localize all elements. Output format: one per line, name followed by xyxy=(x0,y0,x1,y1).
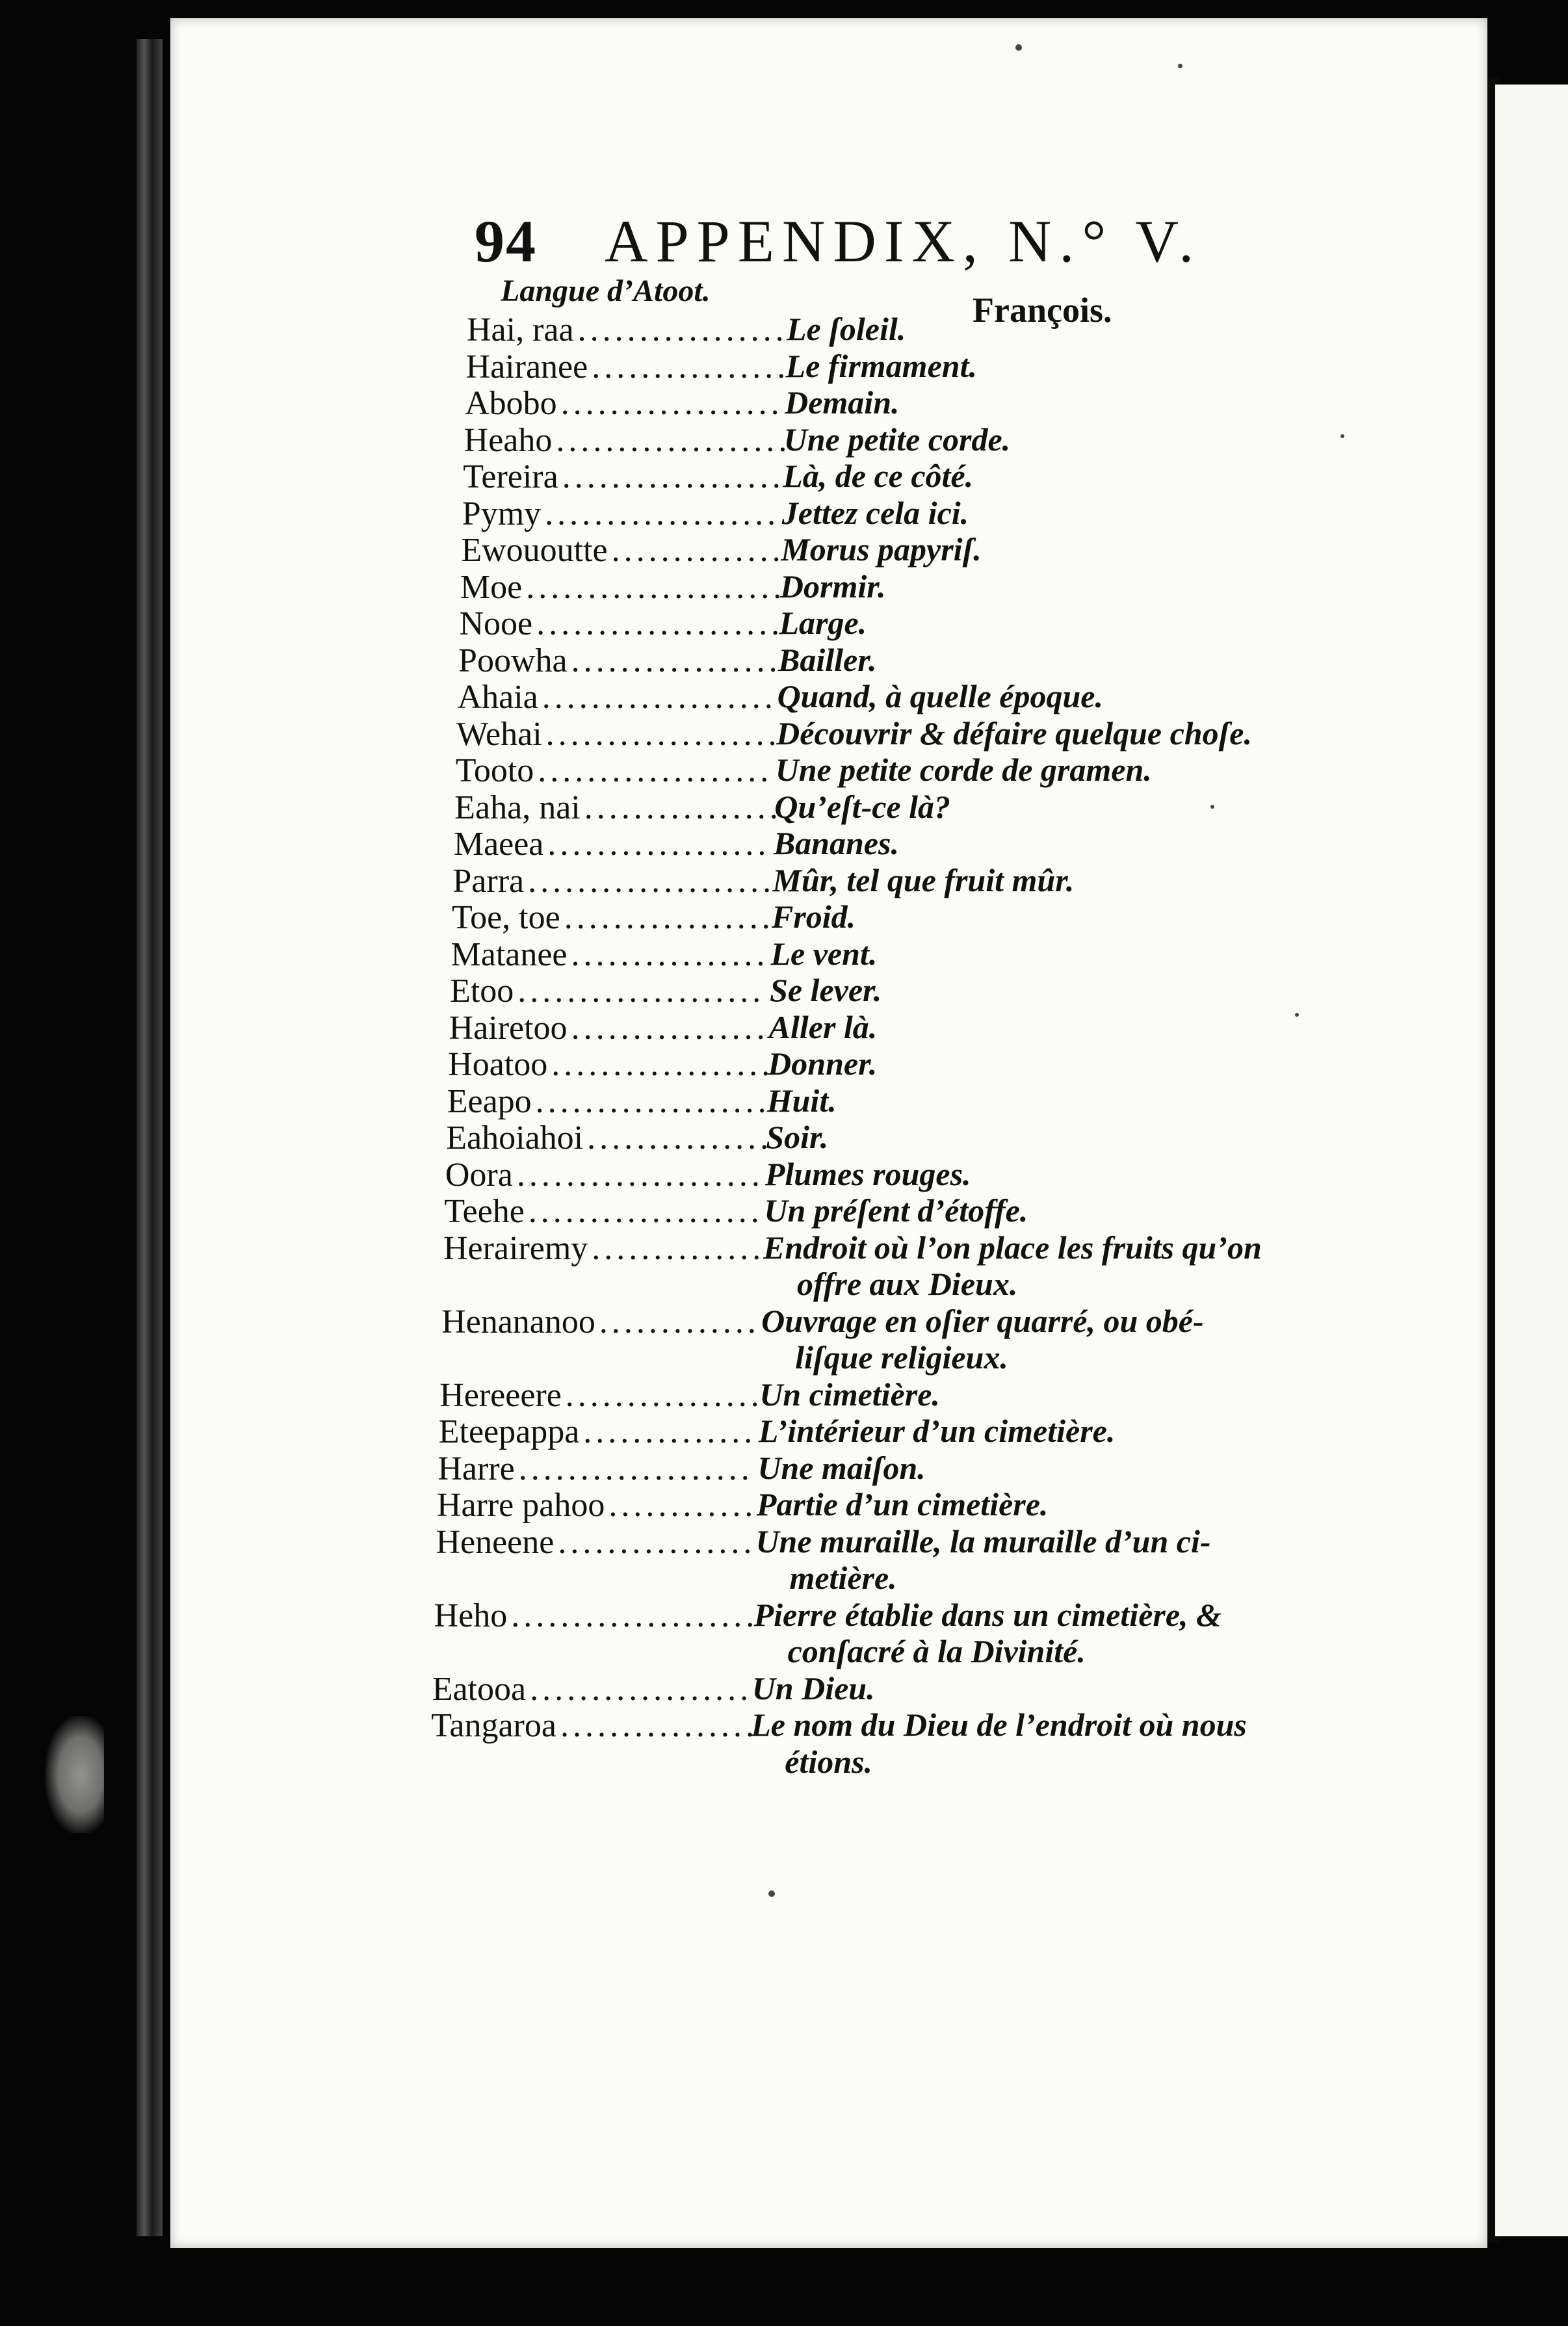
source-term: Poowha xyxy=(458,642,568,679)
dot-leader: ................ xyxy=(584,789,782,826)
list-item xyxy=(0,1522,1568,1596)
dot-leader: ................ xyxy=(565,1376,763,1414)
list-item xyxy=(0,458,1568,494)
dot-leader: ............... xyxy=(587,1119,773,1156)
source-term: Ewououtte xyxy=(461,532,608,569)
page-number: 94 xyxy=(475,208,537,274)
dot-leader: ................. xyxy=(577,311,788,348)
french-translation: Mûr, tel que fruit mûr. xyxy=(772,861,1075,898)
source-term: Pymy xyxy=(462,495,542,532)
dot-leader: .................. xyxy=(562,458,785,495)
dot-leader: ............ xyxy=(608,1487,757,1524)
source-term: Maeea xyxy=(453,826,544,863)
list-item xyxy=(0,1706,1568,1780)
dot-leader: .................... xyxy=(516,1156,764,1194)
dot-leader: .................... xyxy=(536,605,784,642)
french-translation: Le nom du Dieu de l’endroit où nous xyxy=(751,1706,1247,1743)
list-item xyxy=(0,1486,1568,1522)
list-item xyxy=(0,568,1568,605)
french-translation: Bailler. xyxy=(778,641,877,678)
french-translation: Bananes. xyxy=(773,825,899,861)
french-translation: Endroit où l’on place les fruits qu’on xyxy=(763,1229,1262,1266)
dot-leader: ................ xyxy=(571,1009,769,1047)
source-term: Harre pahoo xyxy=(436,1487,605,1524)
list-item xyxy=(0,898,1568,935)
french-translation: Froid. xyxy=(771,898,856,935)
dot-leader: .................. xyxy=(530,1670,753,1708)
dot-leader: ................... xyxy=(545,495,780,532)
french-translation: Découvrir & défaire quelque choſe. xyxy=(776,714,1252,751)
source-term: Nooe xyxy=(459,605,533,642)
list-item xyxy=(0,1192,1568,1229)
dot-leader: ................... xyxy=(535,1082,770,1120)
source-term: Heaho xyxy=(464,421,553,459)
list-item xyxy=(0,1082,1568,1119)
dot-leader: ................ xyxy=(592,348,790,385)
list-item xyxy=(0,1450,1568,1486)
source-term: Eaha, nai xyxy=(454,789,581,826)
list-item xyxy=(0,1302,1568,1376)
list-item xyxy=(0,311,1568,347)
dot-leader: .............. xyxy=(611,532,785,569)
dot-leader: ..................... xyxy=(526,568,786,606)
source-term: Harre xyxy=(438,1450,515,1487)
list-item xyxy=(0,495,1568,531)
french-translation: Le ſoleil. xyxy=(787,311,906,347)
dot-leader: ................... xyxy=(542,679,777,716)
dot-leader: ................... xyxy=(538,752,773,789)
list-item xyxy=(0,789,1568,825)
source-term: Tangaroa xyxy=(431,1707,556,1744)
list-item xyxy=(0,1596,1568,1669)
french-translation: Quand, à quelle époque. xyxy=(777,678,1103,714)
french-translation: Partie d’un cimetière. xyxy=(756,1486,1049,1522)
source-term: Abobo xyxy=(465,385,557,422)
list-item xyxy=(0,972,1568,1008)
source-term: Moe xyxy=(460,568,523,606)
list-item xyxy=(0,825,1568,861)
source-term: Eatooa xyxy=(432,1670,527,1708)
french-translation: Le firmament. xyxy=(785,347,977,384)
french-translation-continued: offre aux Dieux. xyxy=(796,1266,1018,1302)
dot-leader: .................. xyxy=(551,1046,774,1083)
french-translation: L’intérieur d’un cimetière. xyxy=(758,1413,1116,1449)
french-translation: Se lever. xyxy=(770,972,882,1008)
french-translation: Un cimetière. xyxy=(759,1376,940,1413)
source-term: Teehe xyxy=(444,1193,525,1230)
source-term: Etoo xyxy=(450,973,514,1010)
source-term: Hai, raa xyxy=(467,311,574,348)
source-term: Hoatoo xyxy=(448,1046,548,1083)
french-translation: Une maiſon. xyxy=(757,1449,926,1486)
page-title: APPENDIX, N.° V. xyxy=(605,208,1202,274)
french-translation: Une muraille, la muraille d’un ci- xyxy=(755,1522,1211,1560)
dot-leader: .................... xyxy=(511,1597,759,1634)
list-item xyxy=(0,1009,1568,1045)
dot-leader: ............. xyxy=(599,1303,760,1340)
source-term: Heho xyxy=(434,1597,508,1634)
source-term: Wehai xyxy=(456,715,542,753)
source-term: Parra xyxy=(452,862,525,900)
dot-leader: ................. xyxy=(571,642,781,679)
source-term: Henananoo xyxy=(441,1303,595,1340)
french-translation: Un préſent d’étoffe. xyxy=(764,1192,1028,1229)
list-item xyxy=(0,348,1568,384)
column-heading-source-language: Langue d’Atoot. xyxy=(501,274,711,308)
french-translation: Une petite corde de gramen. xyxy=(775,751,1152,788)
dot-leader: ................. xyxy=(564,899,774,936)
french-translation: Une petite corde. xyxy=(783,421,1011,458)
list-item xyxy=(0,1045,1568,1082)
list-item xyxy=(0,862,1568,898)
column-heading-target-language: François. xyxy=(973,291,1112,330)
dot-leader: .............. xyxy=(592,1229,765,1267)
list-item xyxy=(0,1376,1568,1413)
list-item xyxy=(0,1119,1568,1155)
french-translation-continued: liſque religieux. xyxy=(795,1339,1008,1376)
french-translation: Pierre établie dans un cimetière, & xyxy=(753,1596,1222,1633)
list-item xyxy=(0,935,1568,972)
french-translation: Large. xyxy=(779,605,867,641)
list-item xyxy=(0,1156,1568,1192)
french-translation: Huit. xyxy=(766,1082,837,1119)
source-term: Heneene xyxy=(436,1523,555,1561)
dot-leader: ................ xyxy=(558,1523,756,1561)
dot-leader: ................... xyxy=(545,715,781,753)
source-term: Matanee xyxy=(451,935,568,973)
french-translation: Soir. xyxy=(766,1119,829,1155)
source-term: Eeapo xyxy=(447,1082,532,1120)
list-item xyxy=(0,1670,1568,1706)
list-item xyxy=(0,1413,1568,1449)
source-term: Tooto xyxy=(455,752,534,789)
dot-leader: ................ xyxy=(560,1707,758,1744)
french-translation: Donner. xyxy=(768,1045,878,1082)
french-translation: Morus papyriſ. xyxy=(781,531,982,568)
source-term: Oora xyxy=(445,1156,513,1194)
dot-leader: ................... xyxy=(556,421,791,459)
dot-leader: ................... xyxy=(518,1450,753,1487)
source-term: Eteepappa xyxy=(438,1413,580,1450)
french-translation: Aller là. xyxy=(768,1008,878,1045)
source-term: Eahoiahoi xyxy=(446,1119,584,1156)
source-term: Herairemy xyxy=(443,1229,588,1267)
list-item xyxy=(0,678,1568,714)
french-translation-continued: étions. xyxy=(785,1743,872,1780)
list-item xyxy=(0,751,1568,788)
source-term: Hairanee xyxy=(465,348,588,385)
dot-leader: ................... xyxy=(528,1193,763,1230)
french-translation-continued: metière. xyxy=(789,1560,897,1596)
source-term: Toe, toe xyxy=(451,899,560,936)
french-translation: Là, de ce côté. xyxy=(783,458,974,494)
dot-leader: .............. xyxy=(583,1413,757,1450)
list-item xyxy=(0,531,1568,568)
french-translation: Le vent. xyxy=(770,935,878,972)
source-term: Ahaia xyxy=(457,679,538,716)
list-item xyxy=(0,605,1568,641)
list-item xyxy=(0,715,1568,751)
french-translation: Demain. xyxy=(785,384,900,421)
dot-leader: ................ xyxy=(571,935,769,973)
list-item xyxy=(0,421,1568,458)
dot-leader: .................... xyxy=(528,862,776,900)
list-item xyxy=(0,1229,1568,1302)
source-term: Hereeere xyxy=(439,1376,562,1414)
french-translation-continued: conſacré à la Divinité. xyxy=(787,1633,1086,1669)
french-translation: Jettez cela ici. xyxy=(781,494,969,531)
french-translation: Dormir. xyxy=(779,568,886,605)
list-item xyxy=(0,642,1568,678)
list-item xyxy=(0,384,1568,421)
dot-leader: .................. xyxy=(547,826,770,863)
french-translation: Qu’eſt-ce là? xyxy=(774,788,950,825)
french-translation: Un Dieu. xyxy=(751,1669,875,1706)
source-term: Tereira xyxy=(463,458,558,495)
french-translation: Ouvrage en oſier quarré, ou obé- xyxy=(761,1302,1204,1339)
source-term: Hairetoo xyxy=(449,1009,568,1047)
dot-leader: .................... xyxy=(517,973,765,1010)
french-translation: Plumes rouges. xyxy=(764,1155,971,1192)
dot-leader: .................. xyxy=(560,385,783,422)
